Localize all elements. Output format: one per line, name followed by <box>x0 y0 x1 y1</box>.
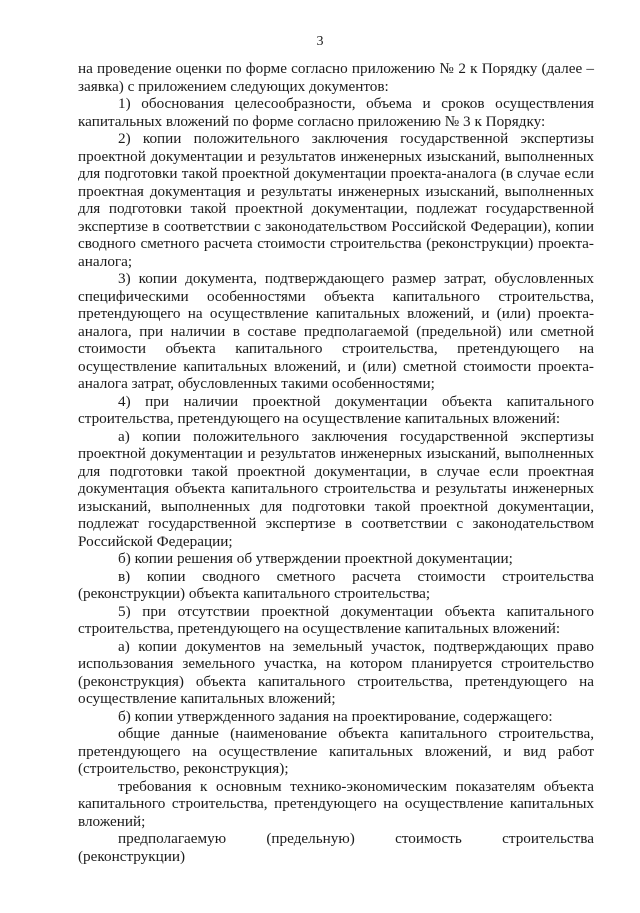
paragraph: 1) обоснования целесообразности, объема и сроков осуществления капитальных вложений по форме согласно приложению № 3 к Порядку: <box>78 95 594 130</box>
paragraph: в) копии сводного сметного расчета стоимости строительства (реконструкции) объекта капитального строительства; <box>78 567 594 602</box>
paragraph: б) копии решения об утверждении проектной документации; <box>118 550 513 567</box>
paragraph: 4) при наличии проектной документации объекта капитального строительства, претендующего на осуществление капитальных вложений: <box>78 392 594 427</box>
paragraph: на проведение оценки по форме согласно приложению № 2 к Порядку (далее – заявка) с приложением следующих документов: <box>78 60 594 95</box>
paragraph: 3) копии документа, подтверждающего размер затрат, обусловленных специфическими особенностями объекта капитального строительства, претендующего на осуществление капитальных вложений, и (или) проекта-аналога, при наличии в составе предполагаемой (предельной) или сметной стоимости объекта капитального строительства, претендующего на осуществление капитальных вложений, и (или) сметной стоимости проекта-аналога затрат, обусловленных такими особенностями; <box>78 270 594 392</box>
paragraph: 2) копии положительного заключения государственной экспертизы проектной документации и результатов инженерных изысканий, выполненных для подготовки такой проектной документации проекта-аналога (в случае если проектная документация и результаты инженерных изысканий, выполненных для подготовки такой проектной документации, подлежат государственной экспертизе в соответствии с законодательством Российской Федерации), копии сводного сметного расчета стоимости строительства (реконструкции) проекта-аналога; <box>78 130 594 270</box>
document-body <box>78 60 594 865</box>
paragraph: общие данные (наименование объекта капитального строительства, претендующего на осуществление капитальных вложений, и вид работ (строительство, реконструкция); <box>78 725 594 777</box>
paragraph: предполагаемую (предельную) стоимость строительства (реконструкции) <box>78 830 594 865</box>
paragraph: требования к основным технико-экономическим показателям объекта капитального строительства, претендующего на осуществление капитальных вложений; <box>78 777 594 830</box>
paragraph: б) копии утвержденного задания на проектирование, содержащего: <box>118 707 553 725</box>
paragraph: 5) при отсутствии проектной документации объекта капитального строительства, претендующего на осуществление капитальных вложений: <box>78 602 594 637</box>
paragraph: а) копии документов на земельный участок, подтверждающих право использования земельного участка, на котором планируется строительство (реконструкция) объекта капитального строительства, претендующего на осуществление капитальных вложений; <box>78 637 594 707</box>
paragraph: а) копии положительного заключения государственной экспертизы проектной документации и результатов инженерных изысканий, выполненных для подготовки такой проектной документации, в случае если проектная документация объекта капитального строительства и результаты инженерных изысканий, выполненных для подготовки такой проектной документации, подлежат государственной экспертизе в соответствии с законодательством Российской Федерации; <box>78 427 594 550</box>
page-number: 3 <box>316 34 324 49</box>
